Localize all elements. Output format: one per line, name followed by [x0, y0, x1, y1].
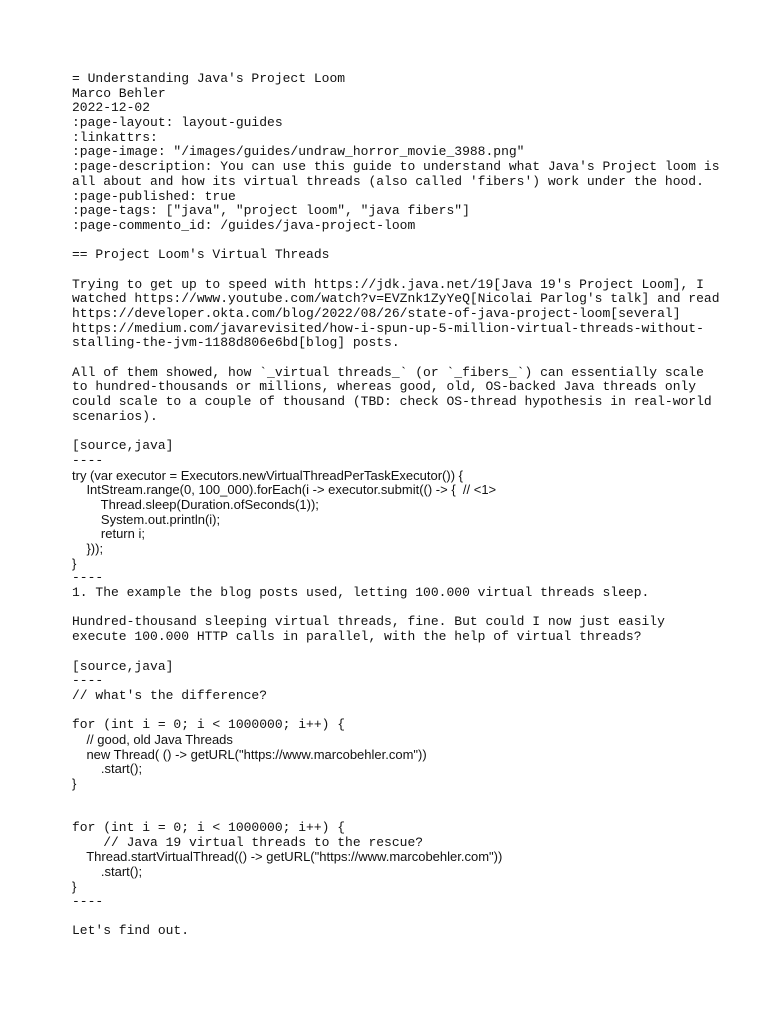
paragraph-line: All of them showed, how `_virtual threads_` (or `_fibers_`) can essentially scale — [72, 364, 704, 380]
blank-line — [72, 601, 712, 616]
attr-line: :page-commento_id: /guides/java-project-loom — [72, 217, 416, 233]
paragraph-line: https://developer.okta.com/blog/2022/08/26/state-of-java-project-loom[several] — [72, 306, 681, 321]
doc-author: Marco Behler — [72, 85, 166, 101]
doc-date: 2022-12-02 — [72, 100, 151, 116]
blank-line — [72, 704, 712, 719]
code-line: .start(); — [72, 761, 143, 777]
code-line: System.out.println(i); — [72, 511, 221, 527]
code-delimiter: ---- — [72, 673, 104, 689]
blank-line — [72, 234, 712, 249]
code-line: // good, old Java Threads — [72, 731, 233, 747]
attr-line: :page-published: true — [72, 188, 236, 204]
code-delimiter: ---- — [72, 893, 104, 909]
code-delimiter: ---- — [72, 452, 104, 468]
paragraph-line: Hundred-thousand sleeping virtual threads, fine. But could I now just easily — [72, 614, 665, 630]
code-line: IntStream.range(0, 100_000).forEach(i -> executor.submit(() -> { // <1> — [72, 482, 497, 498]
code-line: try (var executor = Executors.newVirtualThreadPerTaskExecutor()) { — [72, 467, 463, 483]
blank-line — [72, 909, 712, 924]
blank-line — [72, 792, 712, 807]
code-line: for (int i = 0; i < 1000000; i++) { — [72, 717, 346, 733]
section-heading: == Project Loom's Virtual Threads — [72, 247, 330, 263]
code-comment: // what's the difference? — [72, 687, 268, 703]
attr-line: :linkattrs: — [72, 129, 158, 145]
attr-line: :page-tags: ["java", "project loom", "java fibers"] — [72, 203, 470, 219]
code-line: Thread.startVirtualThread(() -> getURL("https://www.marcobehler.com")) — [72, 849, 503, 865]
attr-line: :page-image: "/images/guides/undraw_horror_movie_3988.png" — [72, 144, 525, 160]
attr-line: all about and how its virtual threads (also called 'fibers') work under the hood. — [72, 173, 704, 189]
blank-line — [72, 263, 712, 278]
code-line: for (int i = 0; i < 1000000; i++) { — [72, 820, 346, 836]
blank-line — [72, 806, 712, 821]
blank-line — [72, 645, 712, 660]
code-line: Thread.sleep(Duration.ofSeconds(1)); — [72, 496, 319, 512]
code-line: .start(); — [72, 864, 143, 880]
document-page — [72, 71, 720, 939]
attr-line: :page-layout: layout-guides — [72, 115, 283, 131]
code-delimiter: ---- — [72, 570, 104, 586]
callout-note: 1. The example the blog posts used, letting 100.000 virtual threads sleep. — [72, 585, 650, 601]
source-attribute: [source,java] — [72, 658, 174, 674]
blank-line — [72, 425, 712, 440]
paragraph-line: Trying to get up to speed with https://jdk.java.net/19[Java 19's Project Loom], I — [72, 276, 704, 292]
source-attribute: [source,java] — [72, 438, 174, 454]
closing-line: Let's find out. — [72, 922, 190, 938]
code-line: } — [72, 878, 77, 894]
doc-title: = Understanding Java's Project Loom — [72, 71, 346, 86]
paragraph-line: could scale to a couple of thousand (TBD: check OS-thread hypothesis in real-world — [72, 394, 712, 410]
code-line: return i; — [72, 526, 145, 542]
paragraph-line: https://medium.com/javarevisited/how-i-spun-up-5-million-virtual-threads-without- — [72, 320, 704, 336]
paragraph-line: scenarios). — [72, 408, 158, 424]
code-line: new Thread( () -> getURL("https://www.marcobehler.com")) — [72, 746, 427, 762]
attr-line: :page-description: You can use this guide to understand what Java's Project loom is — [72, 159, 720, 175]
code-line: } — [72, 776, 77, 791]
paragraph-line: watched https://www.youtube.com/watch?v=EVZnk1ZyYeQ[Nicolai Parlog's talk] and read — [72, 291, 720, 307]
blank-line — [72, 351, 712, 366]
code-line: } — [72, 555, 77, 571]
paragraph-line: stalling-the-jvm-1188d806e6bd[blog] posts. — [72, 335, 400, 351]
paragraph-line: execute 100.000 HTTP calls in parallel, with the help of virtual threads? — [72, 629, 642, 645]
code-line: })); — [72, 541, 104, 556]
code-line: // Java 19 virtual threads to the rescue? — [72, 834, 424, 850]
paragraph-line: to hundred-thousands or millions, whereas good, old, OS-backed Java threads only — [72, 379, 697, 395]
